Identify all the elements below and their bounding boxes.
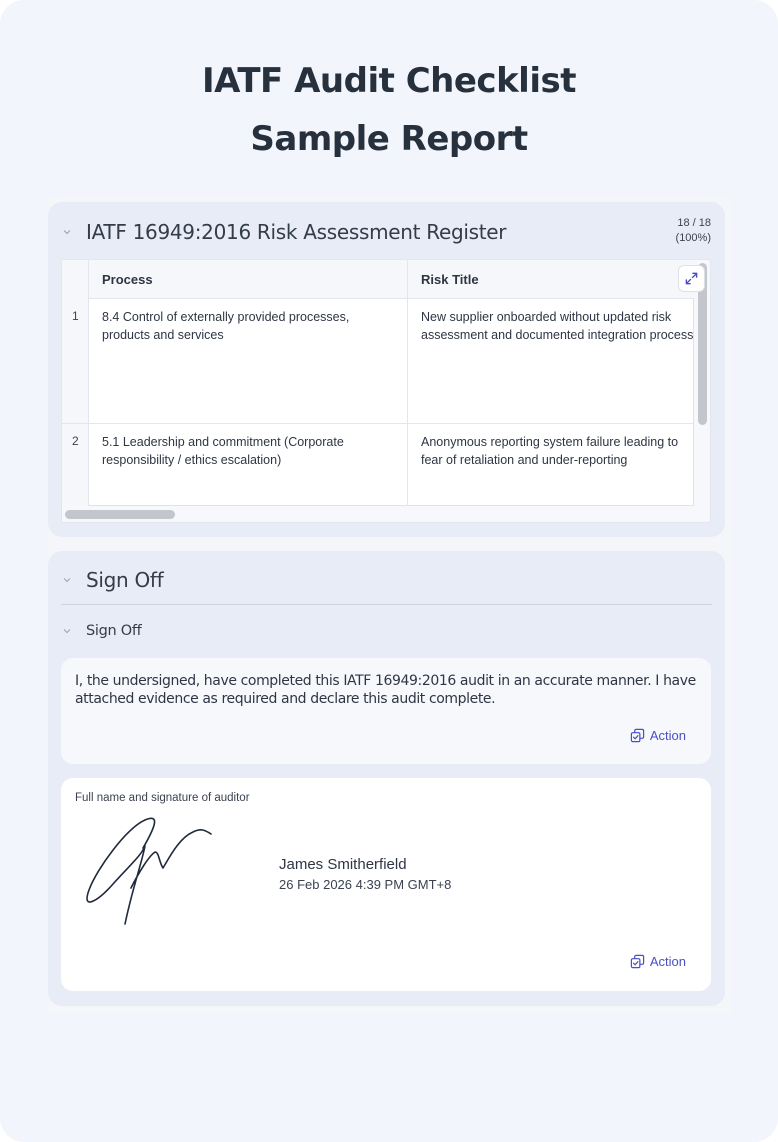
sign-off-subheader[interactable] bbox=[61, 623, 141, 639]
signature-card bbox=[61, 778, 711, 991]
expand-icon bbox=[684, 271, 699, 286]
chevron-down-icon[interactable] bbox=[61, 574, 73, 586]
column-header-process[interactable]: Process bbox=[102, 272, 153, 287]
signature-action-button[interactable] bbox=[630, 954, 686, 969]
sign-off-title: Sign Off bbox=[86, 568, 164, 592]
cell-process: 8.4 Control of externally provided processes, products and services bbox=[102, 310, 350, 342]
column-header-risk-title[interactable]: Risk Title bbox=[421, 272, 479, 287]
cell-risk-title bbox=[421, 433, 711, 469]
signature-image bbox=[83, 816, 243, 928]
risk-register-header[interactable] bbox=[61, 220, 506, 244]
row-number: 2 bbox=[72, 434, 79, 448]
progress-count: 18 / 18 bbox=[677, 217, 711, 229]
row-number: 1 bbox=[72, 309, 79, 323]
chevron-down-icon[interactable] bbox=[61, 226, 73, 238]
table-row[interactable] bbox=[62, 424, 694, 506]
signer-name: James Smitherfield bbox=[279, 856, 407, 873]
declaration-action-button[interactable] bbox=[630, 728, 686, 743]
declaration-text: I, the undersigned, have completed this IATF 16949:2016 audit in an accurate manner. I have attached evidence as required and declare this audit complete. bbox=[75, 673, 696, 707]
report-title bbox=[0, 52, 778, 168]
action-label: Action bbox=[649, 954, 686, 969]
sign-off-section bbox=[48, 551, 725, 1006]
report-title-line1: IATF Audit Checklist bbox=[202, 61, 576, 101]
declaration-card bbox=[61, 658, 711, 764]
action-icon bbox=[630, 954, 645, 969]
section-divider bbox=[61, 604, 712, 605]
cell-risk-title-text: Anonymous reporting system failure leading to fear of retaliation and under-reporting bbox=[421, 435, 679, 467]
report-title-line2: Sample Report bbox=[250, 119, 528, 159]
risk-table-container bbox=[61, 259, 711, 523]
risk-table bbox=[62, 260, 694, 506]
sign-off-subtitle: Sign Off bbox=[86, 623, 142, 639]
signature-label: Full name and signature of auditor bbox=[75, 792, 250, 804]
cell-risk-title: New supplier onboarded without updated risk assessment and documented integration process bbox=[421, 310, 694, 342]
expand-table-button[interactable] bbox=[678, 265, 705, 292]
progress-indicator bbox=[676, 216, 711, 246]
risk-register-section bbox=[48, 202, 725, 537]
table-row[interactable] bbox=[62, 299, 694, 424]
chevron-down-icon[interactable] bbox=[61, 625, 73, 637]
risk-register-title: IATF 16949:2016 Risk Assessment Register bbox=[86, 220, 507, 244]
action-label: Action bbox=[649, 728, 686, 743]
progress-percent: (100%) bbox=[675, 232, 711, 244]
cell-process: 5.1 Leadership and commitment (Corporate responsibility / ethics escalation) bbox=[102, 435, 344, 467]
sign-off-header[interactable] bbox=[61, 568, 163, 592]
signed-timestamp: 26 Feb 2026 4:39 PM GMT+8 bbox=[279, 877, 452, 892]
table-header-row bbox=[62, 260, 694, 299]
action-icon bbox=[630, 728, 645, 743]
horizontal-scrollbar[interactable] bbox=[65, 510, 175, 519]
